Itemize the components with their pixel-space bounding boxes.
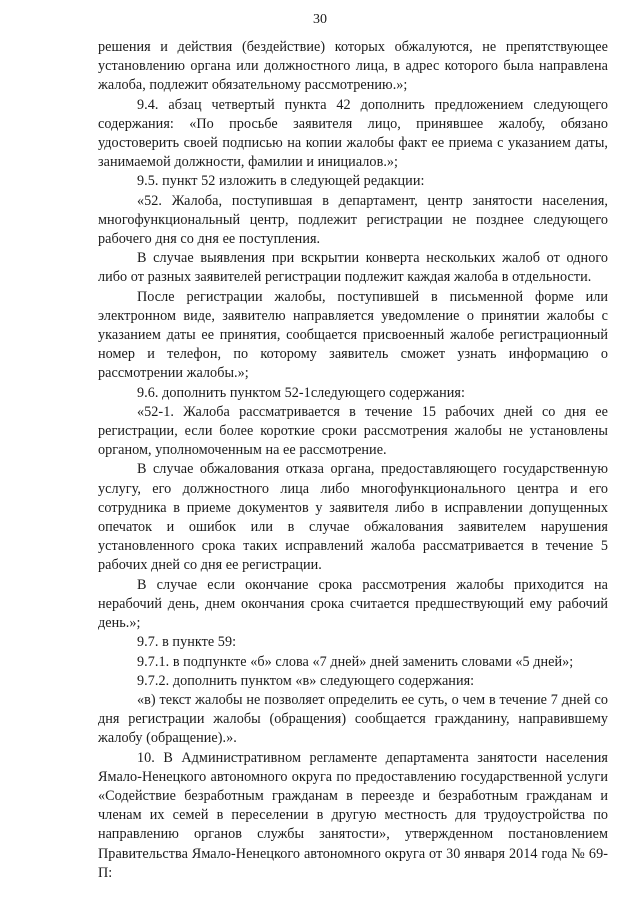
page-number: 30 [313,12,327,27]
paragraph: «52-1. Жалоба рассматривается в течение 15 рабочих дней со дня ее регистрации, если более короткие сроки рассмотрения жалобы не установлены органом, уполномоченным на ее рассмотрение. [98,403,608,459]
paragraph: решения и действия (бездействие) которых обжалуются, не препятствующее установлению органа или должностного лица, в адрес которого была направлена жалоба, подлежит обязательному рассмотрению.»; [98,39,608,94]
paragraph: 9.7. в пункте 59: [137,634,237,651]
paragraph: 10. В Административном регламенте департамента занятости населения Ямало-Ненецкого автономного округа по предоставлению государственной услуги «Содействие безработным гражданам в переезде и безработным гражданам и членам их семей в переселении в другую местность для трудоустройства по направлению органов службы занятости», утвержденном постановлением Правительства Ямало-Ненецкого автономного округа от 30 января 2014 года № 69-П: [98,749,608,881]
paragraph: 9.7.2. дополнить пунктом «в» следующего содержания: [137,672,475,689]
paragraph: «в) текст жалобы не позволяет определить ее суть, о чем в течение 7 дней со дня регистрации жалобы (обращения) сообщается гражданину, направившему жалобу (обращение).». [98,691,608,747]
paragraph: В случае выявления при вскрытии конверта нескольких жалоб от одного либо от разных заявителей регистрации подлежит каждая жалоба в отдельности. [98,250,608,286]
paragraph: «52. Жалоба, поступившая в департамент, центр занятости населения, многофункциональный центр, подлежит регистрации не позднее следующего рабочего дня со дня ее поступления. [98,192,608,248]
paragraph: 9.6. дополнить пунктом 52-1следующего содержания: [137,384,465,401]
paragraph: В случае если окончание срока рассмотрения жалобы приходится на нерабочий день, днем окончания срока считается предшествующий ему рабочий день.»; [98,576,608,632]
paragraph: В случае обжалования отказа органа, предоставляющего государственную услугу, его должностного лица либо многофункционального центра и его сотрудника в приеме документов у заявителя либо в исправлении допущенных опечаток и ошибок или в случае обжалования заявителем нарушения установленного срока таких исправлений жалоба рассматривается в течение 5 рабочих дней со дня ее регистрации. [98,461,608,574]
paragraph: 9.7.1. в подпункте «б» слова «7 дней» дней заменить словами «5 дней»; [137,653,574,670]
paragraph: 9.5. пункт 52 изложить в следующей редакции: [137,173,425,190]
paragraph: 9.4. абзац четвертый пункта 42 дополнить предложением следующего содержания: «По просьбе заявителя лицо, принявшее жалобу, обязано удостоверить своей подписью на копии жалобы факт ее приема с указанием даты, занимаемой должности, фамилии и инициалов.»; [98,96,608,171]
document-body [98,38,608,883]
paragraph: После регистрации жалобы, поступившей в письменной форме или электронном виде, заявителю направляется уведомление о принятии жалобы с указанием даты ее принятия, сообщается присвоенный жалобе регистрационный номер и телефон, по которому заявитель сможет узнать информацию о рассмотрении жалобы.»; [98,288,608,382]
